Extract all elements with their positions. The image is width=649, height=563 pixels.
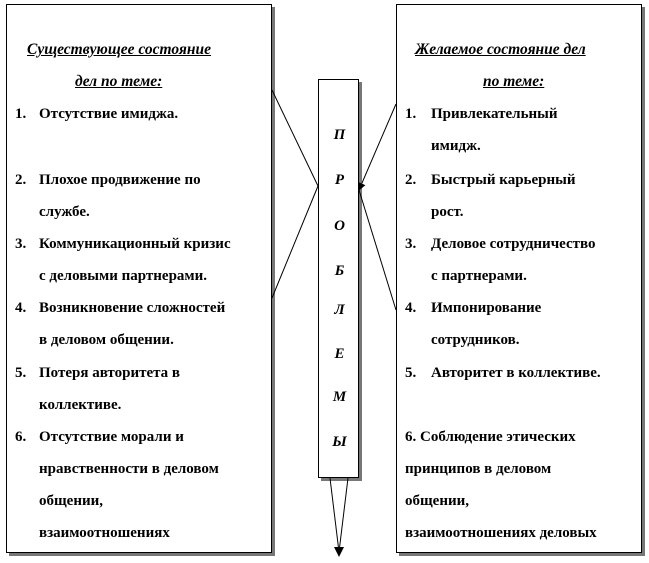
current-item-6-text: общении, — [39, 493, 103, 509]
desired-item-3-text: Деловое сотрудничество — [431, 236, 596, 252]
current-item-5-text: Потеря авторитета в — [39, 365, 181, 381]
current-item-3-text: с деловыми партнерами. — [39, 268, 208, 284]
desired-item-5-num: 5. — [405, 365, 417, 381]
problems-letter: Р — [334, 172, 345, 188]
current-item-6-text: Отсутствие морали и — [39, 429, 184, 445]
problems-letter: О — [334, 218, 345, 234]
desired-item-4-num: 4. — [405, 300, 417, 316]
desired-item-6-text: взаимоотношениях деловых — [405, 525, 597, 541]
current-item-3-text: Коммуникационный кризис — [39, 236, 231, 252]
problems-letter: М — [332, 389, 347, 405]
desired-item-6-text: принципов в деловом — [405, 461, 552, 477]
problems-letter: П — [333, 127, 346, 143]
desired-item-2-num: 2. — [405, 172, 417, 188]
current-item-6-text: нравственности в деловом — [39, 461, 219, 477]
current-item-2-text: Плохое продвижение по — [39, 172, 201, 188]
desired-item-6-text: общении, — [405, 493, 469, 509]
desired-item-5-text: Авторитет в коллективе. — [431, 365, 601, 381]
problems-letter: Ы — [332, 434, 347, 450]
desired-item-1-text: имидж. — [431, 138, 481, 154]
current-item-3-num: 3. — [15, 236, 27, 252]
current-item-1-num: 1. — [15, 106, 27, 122]
arrow-down-left — [330, 478, 339, 552]
arrow-down-right — [339, 478, 348, 552]
current-item-6-text: взаимоотношениях — [39, 525, 170, 541]
current-item-6-num: 6. — [15, 429, 27, 445]
current-item-4-num: 4. — [15, 300, 27, 316]
desired-item-3-text: с партнерами. — [431, 268, 527, 284]
desired-state-heading-line2: по теме: — [483, 73, 545, 90]
desired-item-1-text: Привлекательный — [431, 106, 558, 122]
problems-letter: Б — [334, 263, 345, 279]
problems-letter: Л — [334, 302, 345, 318]
desired-item-4-text: сотрудников. — [431, 332, 520, 348]
current-state-heading-line2: дел по теме: — [75, 73, 163, 90]
desired-item-2-text: Быстрый карьерный — [431, 172, 576, 188]
desired-item-3-num: 3. — [405, 236, 417, 252]
current-item-2-text: службе. — [39, 204, 90, 220]
desired-item-2-text: рост. — [431, 204, 464, 220]
current-item-1-text: Отсутствие имиджа. — [39, 106, 179, 122]
arrow-left-bottom — [272, 186, 318, 298]
current-item-4-text: Возникновение сложностей — [39, 300, 226, 316]
desired-item-6-text: 6. Соблюдение этических — [405, 429, 576, 445]
desired-state-heading-line1: Желаемое состояние дел — [415, 41, 586, 58]
current-item-5-num: 5. — [15, 365, 27, 381]
current-item-4-text: в деловом общении. — [39, 332, 174, 348]
desired-item-1-num: 1. — [405, 106, 417, 122]
arrow-right-top — [359, 104, 396, 190]
desired-item-4-text: Импонирование — [431, 300, 542, 316]
current-state-heading-line1: Существующее состояние — [27, 41, 212, 58]
arrow-down-head — [334, 547, 344, 557]
arrow-left-top — [272, 90, 318, 186]
current-item-2-num: 2. — [15, 172, 27, 188]
problems-letter: Е — [334, 346, 345, 362]
arrow-right-bottom — [359, 190, 396, 310]
current-item-5-text: коллективе. — [39, 397, 122, 413]
